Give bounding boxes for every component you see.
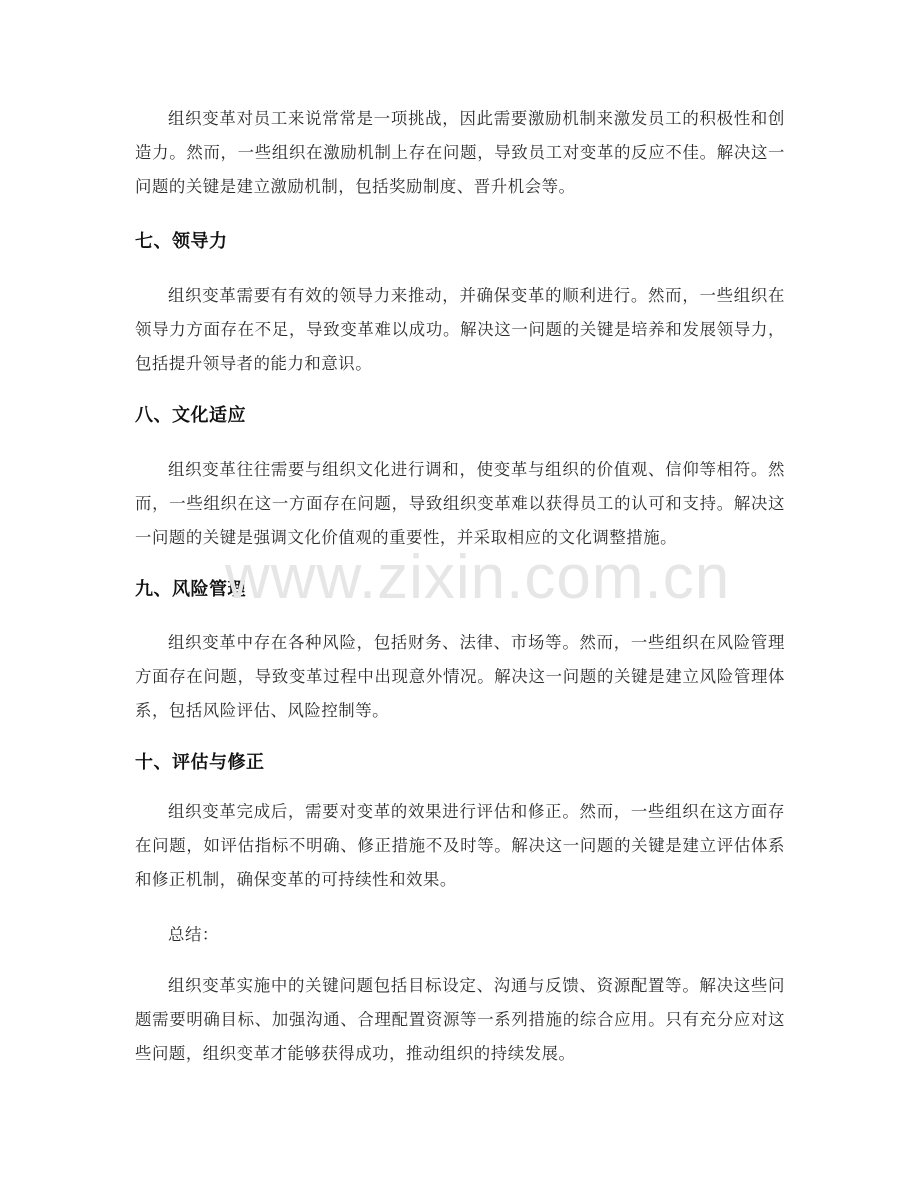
summary-label: 总结：: [168, 925, 219, 944]
section-paragraph-culture: 组织变革往往需要与组织文化进行调和，使变革与组织的价值观、信仰等相符。然而，一些组织在这一方面存在问题，导致组织变革难以获得员工的认可和支持。解决这一问题的关键是强调文化价值观的重要性，并采取相应的文化调整措施。: [135, 460, 785, 547]
section-paragraph-risk: 组织变革中存在各种风险，包括财务、法律、市场等。然而，一些组织在风险管理方面存在问题，导致变革过程中出现意外情况。解决这一问题的关键是建立风险管理体系，包括风险评估、风险控制等。: [135, 633, 785, 720]
section-heading-evaluation: 十、评估与修正: [135, 752, 265, 773]
section-heading-culture: 八、文化适应: [135, 405, 246, 426]
section-paragraph-evaluation: 组织变革完成后，需要对变革的效果进行评估和修正。然而，一些组织在这方面存在问题，如评估指标不明确、修正措施不及时等。解决这一问题的关键是建立评估体系和修正机制，确保变革的可持续性和效果。: [135, 802, 785, 889]
intro-paragraph: 组织变革对员工来说常常是一项挑战，因此需要激励机制来激发员工的积极性和创造力。然而，一些组织在激励机制上存在问题，导致员工对变革的反应不佳。解决这一问题的关键是建立激励机制，包括奖励制度、晋升机会等。: [135, 109, 785, 196]
summary-paragraph: 组织变革实施中的关键问题包括目标设定、沟通与反馈、资源配置等。解决这些问题需要明确目标、加强沟通、合理配置资源等一系列措施的综合应用。只有充分应对这些问题，组织变革才能够获得成功，推动组织的持续发展。: [135, 976, 785, 1063]
section-heading-leadership: 七、领导力: [135, 231, 228, 252]
section-paragraph-leadership: 组织变革需要有有效的领导力来推动，并确保变革的顺利进行。然而，一些组织在领导力方面存在不足，导致变革难以成功。解决这一问题的关键是培养和发展领导力，包括提升领导者的能力和意识。: [135, 286, 785, 373]
watermark: www.zixin.com.cn: [225, 543, 731, 612]
section-heading-risk: 九、风险管理: [135, 579, 246, 600]
